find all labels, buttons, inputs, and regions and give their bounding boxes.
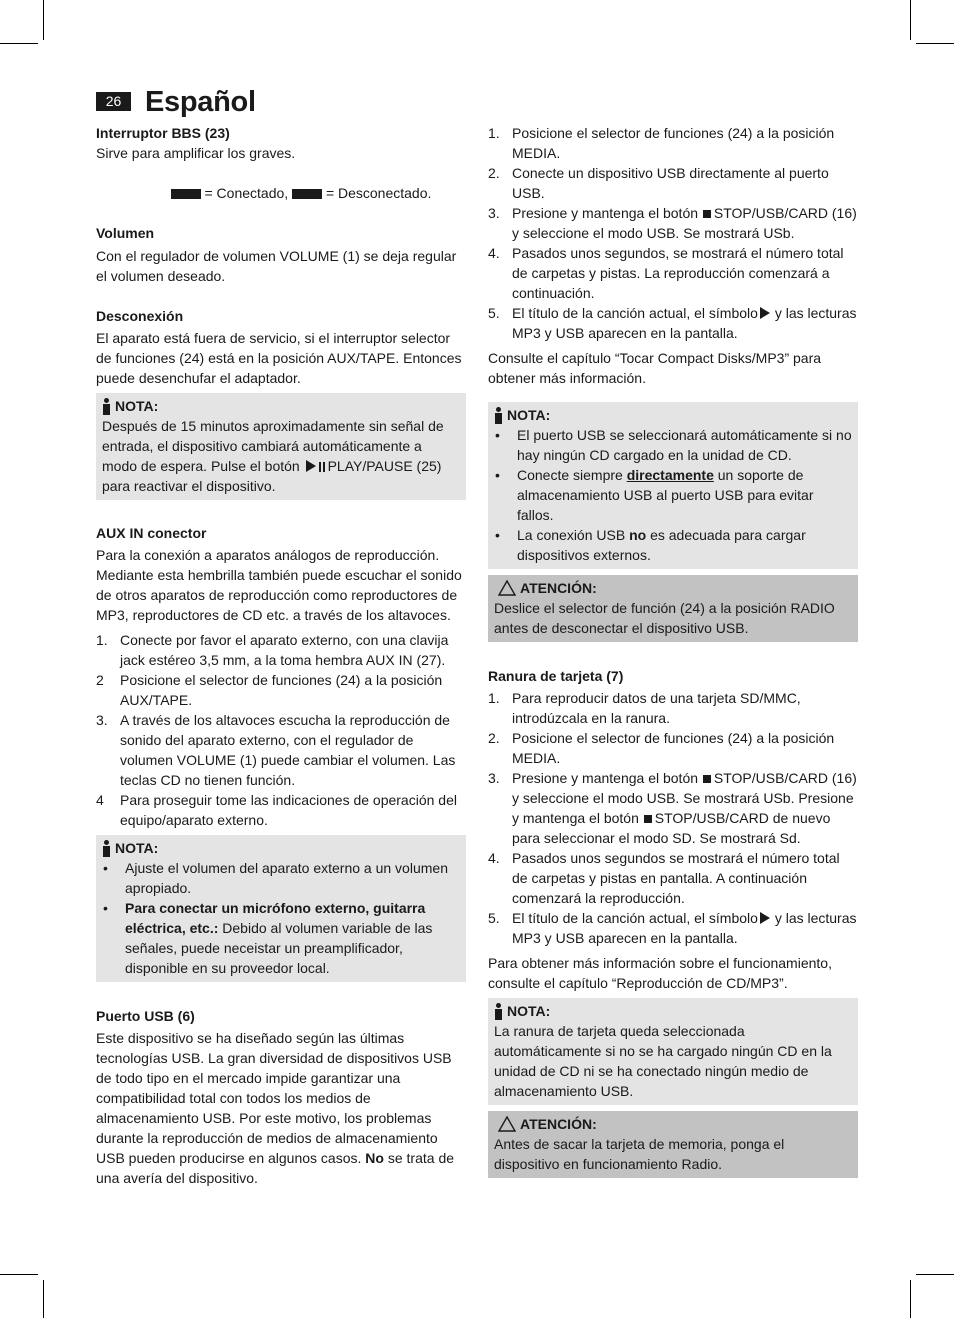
list-item: 1. Conecte por favor el aparato externo, con una clavija jack estéreo 3,5 mm, a la toma hembra AUX IN (27). xyxy=(96,632,449,668)
info-icon xyxy=(494,1003,503,1020)
warning-text: Antes de sacar la tarjeta de memoria, ponga el dispositivo en funcionamiento Radio. xyxy=(494,1136,785,1172)
stop-icon xyxy=(703,210,711,218)
paragraph: Para obtener más información sobre el funcionamiento, consulte el capítulo “Reproducción de CD/MP3”. xyxy=(488,955,832,991)
switch-on-icon xyxy=(171,189,201,199)
section-heading: Interruptor BBS (23) xyxy=(96,125,230,141)
crop-mark xyxy=(43,0,44,40)
stop-icon xyxy=(703,775,711,783)
crop-mark xyxy=(916,1274,954,1275)
crop-mark xyxy=(0,1274,38,1275)
paragraph: Consulte el capítulo “Tocar Compact Disks/MP3” para obtener más información. xyxy=(488,350,822,386)
list-item: 4. Pasados unos segundos, se mostrará el número total de carpetas y pistas. La reproducción comenzará a continuación. xyxy=(488,245,844,301)
paragraph: Sirve para amplificar los graves. xyxy=(96,145,296,161)
crop-mark xyxy=(910,1280,911,1318)
pause-icon xyxy=(319,462,325,472)
list-item: • Para conectar un micrófono externo, guitarra eléctrica, etc.: Debido al volumen variable de las señales, puede neceistar un preamplificador, disponible en su proveedor local. xyxy=(103,900,433,976)
note-box: NOTA: • Ajuste el volumen del aparato externo a un volumen apropiado. • Para conectar un micrófono externo, guitarra eléctrica, etc.: Debido al volumen variable de las señales, puede neceistar un preamplificador, disponible en su proveedor local. xyxy=(96,835,466,982)
list-item: 3. A través de los altavoces escucha la reproducción de sonido del aparato externo, con el regulador de volumen VOLUME (1) puede cambiar el volumen. Las teclas CD no tienen función. xyxy=(96,712,456,788)
crop-mark xyxy=(43,1280,44,1318)
paragraph: Con el regulador de volumen VOLUME (1) se deja regular el volumen deseado. xyxy=(96,248,457,284)
play-icon xyxy=(760,307,770,319)
aux-steps xyxy=(96,630,466,830)
list-item: 1. Posicione el selector de funciones (24) a la posición MEDIA. xyxy=(488,125,835,161)
list-item: • El puerto USB se seleccionará automáticamente si no hay ningún CD cargado en la unidad de CD. xyxy=(495,427,852,463)
play-icon xyxy=(306,460,316,472)
section-heading: Volumen xyxy=(96,225,155,241)
page-title: Español xyxy=(145,86,256,118)
info-icon xyxy=(494,407,503,424)
warning-text: Deslice el selector de función (24) a la posición RADIO antes de desconectar el dispositivo USB. xyxy=(494,600,835,636)
stop-icon xyxy=(644,815,652,823)
note-box: NOTA: • El puerto USB se seleccionará automáticamente si no hay ningún CD cargado en la unidad de CD. • Conecte siempre directamente un soporte de almacenamiento USB al puerto USB para evitar fallos. • La conexión USB no es adecuada para cargar dispositivos externos. xyxy=(488,402,858,569)
warning-box: ATENCIÓN: Antes de sacar la tarjeta de memoria, ponga el dispositivo en funcionamiento Radio. xyxy=(488,1111,858,1178)
list-item: 3. Presione y mantenga el botón STOP/USB/CARD (16) y seleccione el modo USB. Se mostrará USb. Presione y mantenga el botón STOP/USB/CARD de nuevo para seleccionar el modo SD. Se mostrará Sd. xyxy=(488,770,857,846)
paragraph: Para la conexión a aparatos análogos de reproducción. Mediante esta hembrilla también puede escuchar el sonido de otros aparatos de reproducción como reproductores de MP3, reproductores de CD etc. a través de los altavoces. xyxy=(96,547,462,623)
crop-mark xyxy=(0,43,38,44)
section-heading: Desconexión xyxy=(96,308,184,324)
note-text: Después de 15 minutos aproximadamente sin señal de entrada, el dispositivo cambiará automáticamente a modo de espera. Pulse el botón PLAY/PAUSE (25) para reactivar el dispositivo. xyxy=(102,418,444,494)
list-item: 1. Para reproducir datos de una tarjeta SD/MMC, introdúzcala en la ranura. xyxy=(488,690,801,726)
play-icon xyxy=(760,912,770,924)
list-item: • Ajuste el volumen del aparato externo a un volumen apropiado. xyxy=(103,860,448,896)
info-icon xyxy=(102,398,111,415)
section-heading: Ranura de tarjeta (7) xyxy=(488,668,624,684)
list-item: 5. El título de la canción actual, el símbolo y las lecturas MP3 y USB aparecen en la pantalla. xyxy=(488,305,857,341)
list-item: 2. Conecte un dispositivo USB directamente al puerto USB. xyxy=(488,165,829,201)
list-item: 2 Posicione el selector de funciones (24) a la posición AUX/TAPE. xyxy=(96,672,443,708)
paragraph: El aparato está fuera de servicio, si el interruptor selector de funciones (24) está en la posición AUX/TAPE. Entonces puede desenchufar el adaptador. xyxy=(96,330,462,386)
list-item: 4 Para proseguir tome las indicaciones de operación del equipo/aparato externo. xyxy=(96,792,457,828)
list-item: 5. El título de la canción actual, el símbolo y las lecturas MP3 y USB aparecen en la pantalla. xyxy=(488,910,857,946)
list-item: 3. Presione y mantenga el botón STOP/USB/CARD (16) y seleccione el modo USB. Se mostrará USb. xyxy=(488,205,857,241)
paragraph: Este dispositivo se ha diseñado según las últimas tecnologías USB. La gran diversidad de dispositivos USB de todo tipo en el mercado impide garantizar una compatibilidad total con todos los medios de almacenamiento USB. Por este motivo, los problemas durante la reproducción de medios de almacenamiento USB pueden producirse en algunos casos. No se trata de una avería del dispositivo. xyxy=(96,1030,455,1186)
note-box: NOTA: Después de 15 minutos aproximadamente sin señal de entrada, el dispositivo cambiará automáticamente a modo de espera. Pulse el botón PLAY/PAUSE (25) para reactivar el dispositivo. xyxy=(96,393,466,500)
warning-icon xyxy=(498,580,516,596)
list-item: • La conexión USB no es adecuada para cargar dispositivos externos. xyxy=(495,527,806,563)
card-steps xyxy=(488,688,858,948)
right-column xyxy=(488,123,858,1178)
note-text: La ranura de tarjeta queda seleccionada automáticamente si no se ha cargado ningún CD en la unidad de CD ni se ha conectado ningún medio de almacenamiento USB. xyxy=(494,1023,832,1099)
section-heading: Puerto USB (6) xyxy=(96,1008,195,1024)
usb-steps xyxy=(488,123,858,343)
list-item: 4. Pasados unos segundos se mostrará el número total de carpetas y pistas en pantalla. A continuación comenzará la reproducción. xyxy=(488,850,840,906)
warning-icon xyxy=(498,1116,516,1132)
bbs-legend: = Conectado, = Desconectado. xyxy=(96,183,466,203)
list-item: 2. Posicione el selector de funciones (24) a la posición MEDIA. xyxy=(488,730,835,766)
warning-box: ATENCIÓN: Deslice el selector de función (24) a la posición RADIO antes de desconectar el dispositivo USB. xyxy=(488,575,858,642)
page-number: 26 xyxy=(96,92,131,111)
crop-mark xyxy=(916,43,954,44)
list-item: • Conecte siempre directamente un soporte de almacenamiento USB al puerto USB para evitar fallos. xyxy=(495,467,814,523)
note-box: NOTA: La ranura de tarjeta queda seleccionada automáticamente si no se ha cargado ningún CD en la unidad de CD ni se ha conectado ningún medio de almacenamiento USB. xyxy=(488,998,858,1105)
left-column xyxy=(96,123,466,1188)
info-icon xyxy=(102,840,111,857)
section-heading: AUX IN conector xyxy=(96,525,207,541)
crop-mark xyxy=(910,0,911,40)
switch-off-icon xyxy=(292,189,322,199)
